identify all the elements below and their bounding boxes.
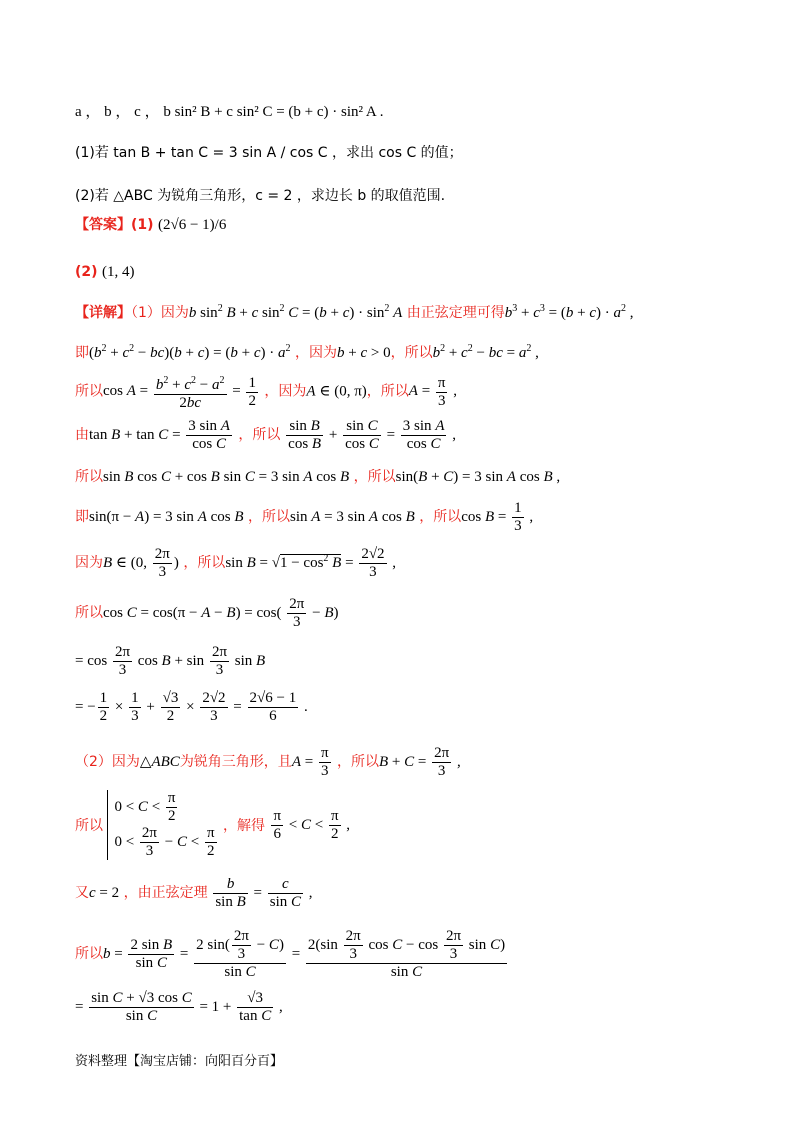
- answer-2: (2) (1, 4): [75, 264, 135, 280]
- solution-line-5: 所以sin B cos C + cos B sin C = 3 sin A cos B ，所以sin(B + C) = 3 sin A cos B ,: [75, 469, 561, 485]
- solution-label: 【详解】: [75, 305, 131, 321]
- footer-source: 资料整理【淘宝店铺：向阳百分百】: [75, 1054, 284, 1069]
- question-2: (2)若 △ABC 为锐角三角形，c = 2 ，求边长 b 的取值范围.: [75, 188, 446, 204]
- solution-part2-line-3: 又c = 2 ，由正弦定理 $\frac{b}{\text{sin B}}$ = $\frac{c}{\text{sin C}}$ ,: [75, 876, 313, 910]
- solution-part2-line-2: 所以 0 < C < $\frac{\pi}{2}$ 0 < $\frac{2\pi}{3}$ − C < $\frac{\pi}{2}$ ，解得 $\frac{\pi}{6}$ < C < $\frac{\pi}{2}$ ,: [75, 790, 351, 860]
- solution-line-10: = − $\frac{1}{2}$ × $\frac{1}{3}$ + $\frac{√3}{2}$ × $\frac{2√2}{3}$ = $\frac{2√6 - 1}{6}$ .: [75, 690, 308, 724]
- solution-line-2: 即$(b^2 + c^2 - bc)(b + c) = (b + c) \cdot a^2$ ，因为b + c > 0，所以$b^2 + c^2$ − bc = $a^2$ ,: [75, 343, 539, 361]
- solution-line-3: 所以cos A = $\frac{b^2 + c^2 - a^2}{2bc}$ = $\frac{1}{2}$ ，因为A ∈ (0, π)，所以A = $\frac{\pi}{3}$ ,: [75, 372, 457, 412]
- answer-label: 【答案】: [75, 217, 131, 233]
- solution-line-1: 【详解】（1）因为b $\sin^2 B + c$ $\sin^2 C = (b + c) \cdot \sin^2 A$ 由正弦定理可得$b^3 + c^3 = (b + c) \cdot a^2$ ,: [75, 303, 634, 321]
- answer-1: 【答案】(1) (2√6 − 1)/6: [75, 217, 227, 233]
- answer-1-value: (2√6 − 1)/6: [158, 217, 227, 233]
- solution-part2-line-1: （2）因为△ABC为锐角三角形，且A = $\frac{\pi}{3}$ ，所以B + C = $\frac{2\pi}{3}$ ,: [75, 745, 461, 779]
- solution-part2-line-5: = $\frac{\text{sin C + √3 cos C}}{\text{sin C}}$ = 1 + $\frac{√3}{\text{tan C}}$ ,: [75, 990, 283, 1024]
- solution-line-9: = cos $\frac{2\pi}{3}$ cos B + sin $\frac{2\pi}{3}$ sin B: [75, 644, 266, 678]
- answer-2-value: (1, 4): [102, 264, 135, 280]
- solution-line-8: 所以cos C = cos(π − A − B) = cos( $\frac{2\pi}{3}$ − B): [75, 596, 339, 630]
- problem-line-1: a ， b ， c ， b sin² B + c sin² C = (b + c) · sin² A .: [75, 104, 384, 120]
- question-1: (1)若 tan B + tan C = 3 sin A / cos C ，求出 cos C 的值；: [75, 145, 463, 161]
- solution-line-6: 即sin(π − A) = 3 sin A cos B ，所以sin A = 3 sin A cos B ，所以cos B = $\frac{1}{3}$ ,: [75, 500, 534, 534]
- solution-line-4: 由tan B + tan C = $\frac{\text{3 sin A}}{\text{cos C}}$ ，所以 $\frac{\text{sin B}}{\text{cos B}}$ + $\frac{\text{sin C}}{\text{cos C}}$ = $\frac{\text{3 sin A}}{\text{cos C}}$ ,: [75, 418, 456, 452]
- solution-part2-line-4: 所以b = $\frac{\text{2 sin B}}{\text{sin C}}$ = 2 sin( $\frac{2\pi}{3}$ − C) sin C = 2(sin $\frac{2\pi}{3}$ cos C − cos $\frac{2\pi}{3}$ sin C) sin C: [75, 928, 506, 980]
- solution-line-7: 因为B ∈ (0, $\frac{2\pi}{3}$ ) ，所以$\sin B = √1 - \cos^2 B$ = $\frac{2√2}{3}$ ,: [75, 546, 397, 580]
